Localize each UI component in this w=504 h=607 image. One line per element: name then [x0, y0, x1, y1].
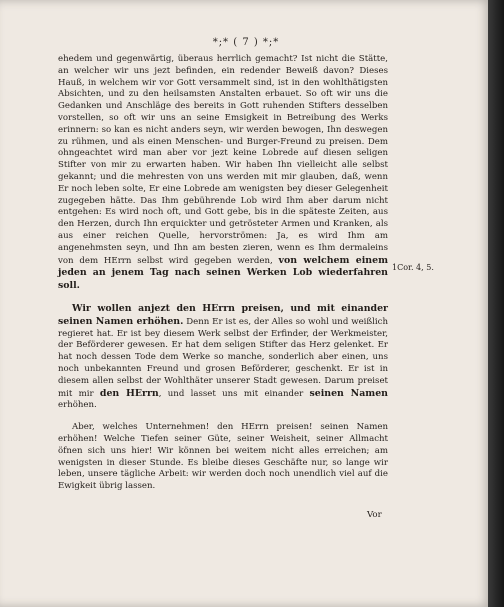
paragraph-2 [58, 303, 388, 412]
page-number-header: *;* ( 7 ) *;* [212, 37, 280, 48]
paragraph-3 [58, 422, 388, 493]
text-segment: Aber, welches Unternehmen! den HErrn preisen! seinen Namen erhöhen! Welche Tiefen seiner Güte, seiner Weisheit, seiner Allmacht öfnen sich uns hier! Wir können bei weitem nicht alles erreichen; am wenigsten in dieser Stunde. Es bleibe dieses Geschäfte nur, so lange wir leben, unsere tägliche Arbeit: wir werden doch noch unendlich viel auf die Ewigkeit übrig lassen. [58, 422, 388, 492]
catchword: Vor [367, 510, 382, 520]
text-segment-emphasis: den HErrn [99, 387, 159, 399]
text-segment: erhöhen. [58, 400, 97, 411]
text-segment: ehedem und gegenwärtig, überaus herrlich gemacht? Ist nicht die Stätte, an welcher wir uns jezt befinden, ein redender Beweiß davon? Dieses Hauß, in welchem wir vor Gott versammelt sind, ist in den wohlthätigsten Absichten, und zu den heilsamsten Anstalten erbauet. So oft wir uns die Gedanken und Anschläge des bereits in Gott ruhenden Stifters desselben vorstellen, so oft wir uns an seine Emsigkeit in Betreibung des Werks erinnern: so kan es nicht anders seyn, wir werden bewogen, Ihn deswegen zu rühmen, und als einen Menschen- und Burger-Freund zu preisen. Dem ohngeachtet wird man aber vor jezt keine Lobrede auf diesen seligen Stifter von mir zu erwarten haben. Wir haben Ihn vielleicht alle selbst gekannt; und die mehresten von uns werden mit mir glauben, daß, wenn Er noch leben solte, Er eine Lobrede am wenigsten bey dieser Gelegenheit zugegeben hätte. Das Ihm gebührende Lob wird Ihm aber darum nicht entgehen: Es wird noch oft, und Gott gebe, bis in die späteste Zeiten, aus den Herzen, durch Ihn erquickter und getrösteter Armen und Kranken, als aus einer reichen Quelle, hervorströmen: Ja, es wird Ihm am angenehmsten seyn, und Ihn am besten zieren, wenn es Ihm dermaleins von dem HErrn selbst wird gegeben werden, [58, 54, 388, 266]
body-text [58, 54, 388, 493]
text-segment-emphasis: seinen Namen [309, 387, 388, 399]
page-edge-shadow [488, 0, 504, 607]
text-segment-emphasis: Wir wollen anjezt den HErrn preisen, und mit einander seinen Namen erhöhen. [58, 302, 388, 327]
text-segment-emphasis: von welchem einem jeden an jenem Tag nach seinen Werken Lob wiederfahren soll. [58, 254, 388, 292]
paragraph-1 [58, 54, 388, 293]
margin-reference: 1Cor. 4, 5. [392, 263, 434, 272]
text-segment: Denn Er ist es, der Alles so wohl und weißlich regieret hat. Er ist bey diesem Werk selbst der Erfinder, der Werkmeister, der Beförderer gewesen. Er hat dem seligen Stifter das Herz gelenket. Er hat noch dessen Tode dem Werke so manche, sonderlich aber einen, uns noch unbekannten Freund und grosen Beförderer, geschenkt. Er ist in diesem allen selbst der Wohlthäter unserer Stadt gewesen. Darum preiset mit mir [58, 316, 388, 399]
text-segment: , und lasset uns mit einander [158, 388, 310, 399]
